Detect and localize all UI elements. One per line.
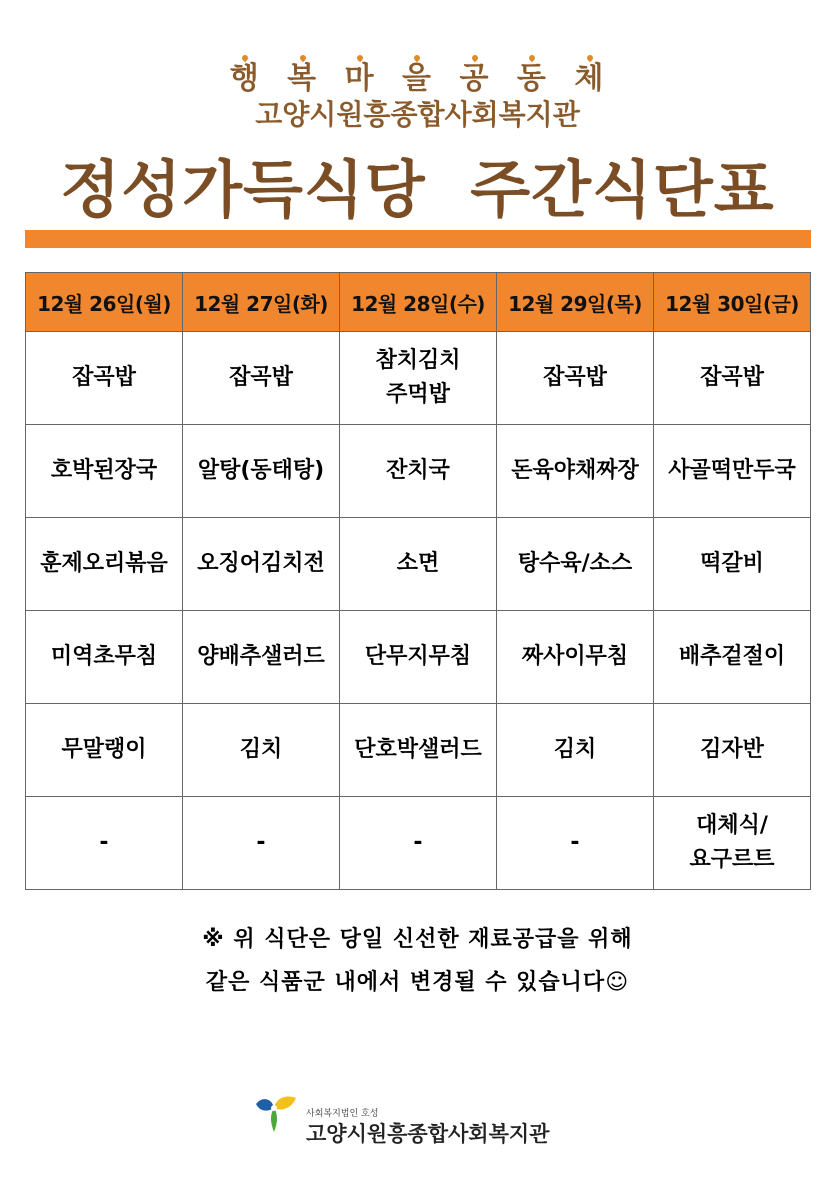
- menu-cell: 호박된장국: [26, 425, 183, 518]
- menu-row: [26, 797, 811, 890]
- menu-cell: 참치김치 주먹밥: [340, 332, 497, 425]
- menu-cell: 돈육야채짜장: [497, 425, 654, 518]
- menu-header-row: [26, 273, 811, 332]
- slogan-char: 마: [344, 61, 376, 96]
- title-underline-bar: [25, 230, 811, 248]
- organization-name: 고양시원흥종합사회복지관: [255, 98, 580, 131]
- menu-row: [26, 518, 811, 611]
- menu-cell: 알탕(동태탕): [183, 425, 340, 518]
- menu-cell: 잔치국: [340, 425, 497, 518]
- menu-row: [26, 332, 811, 425]
- menu-cell: -: [26, 797, 183, 890]
- menu-cell: 오징어김치전: [183, 518, 340, 611]
- slogan-char: 을: [402, 61, 433, 96]
- page-title: 정성가득식당 주간식단표: [60, 153, 775, 226]
- day-header: 12월 28일(수): [340, 273, 497, 332]
- menu-cell: 떡갈비: [654, 518, 811, 611]
- menu-row: [26, 425, 811, 518]
- slogan-char: 동: [516, 61, 548, 96]
- menu-cell: 김자반: [654, 704, 811, 797]
- menu-cell: 단호박샐러드: [340, 704, 497, 797]
- welfare-center-logo-icon: [252, 1090, 300, 1138]
- slogan-char: 복: [287, 61, 319, 96]
- menu-cell: 소면: [340, 518, 497, 611]
- menu-cell: 잡곡밥: [26, 332, 183, 425]
- menu-cell: 김치: [183, 704, 340, 797]
- menu-cell: 잡곡밥: [497, 332, 654, 425]
- day-header: 12월 30일(금): [654, 273, 811, 332]
- slogan-char: 행: [229, 61, 261, 96]
- slogan-char: 체: [574, 61, 606, 96]
- notice-line: 같은 식품군 내에서 변경될 수 있습니다☺: [205, 970, 630, 995]
- welfare-center-name: 고양시원흥종합사회복지관: [306, 1122, 550, 1146]
- menu-cell: 단무지무침: [340, 611, 497, 704]
- menu-cell: -: [497, 797, 654, 890]
- menu-cell: 무말랭이: [26, 704, 183, 797]
- day-header: 12월 26일(월): [26, 273, 183, 332]
- slogan: [0, 62, 835, 96]
- menu-cell: -: [183, 797, 340, 890]
- notice-line: ※ 위 식단은 당일 신선한 재료공급을 위해: [202, 927, 633, 952]
- foundation-name: 사회복지법인 호성: [306, 1109, 379, 1119]
- slogan-char: 공: [459, 61, 491, 96]
- day-header: 12월 27일(화): [183, 273, 340, 332]
- weekly-menu-table: [25, 272, 811, 890]
- menu-cell: 배추겉절이: [654, 611, 811, 704]
- menu-cell: 탕수육/소스: [497, 518, 654, 611]
- menu-cell: 미역초무침: [26, 611, 183, 704]
- menu-row: [26, 611, 811, 704]
- menu-cell: -: [340, 797, 497, 890]
- menu-cell: 대체식/ 요구르트: [654, 797, 811, 890]
- menu-cell: 양배추샐러드: [183, 611, 340, 704]
- menu-row: [26, 704, 811, 797]
- menu-cell: 사골떡만두국: [654, 425, 811, 518]
- menu-cell: 훈제오리볶음: [26, 518, 183, 611]
- menu-cell: 김치: [497, 704, 654, 797]
- menu-cell: 짜사이무침: [497, 611, 654, 704]
- menu-change-notice: [0, 918, 835, 1004]
- menu-cell: 잡곡밥: [654, 332, 811, 425]
- menu-cell: 잡곡밥: [183, 332, 340, 425]
- footer-logo: [252, 1088, 572, 1158]
- day-header: 12월 29일(목): [497, 273, 654, 332]
